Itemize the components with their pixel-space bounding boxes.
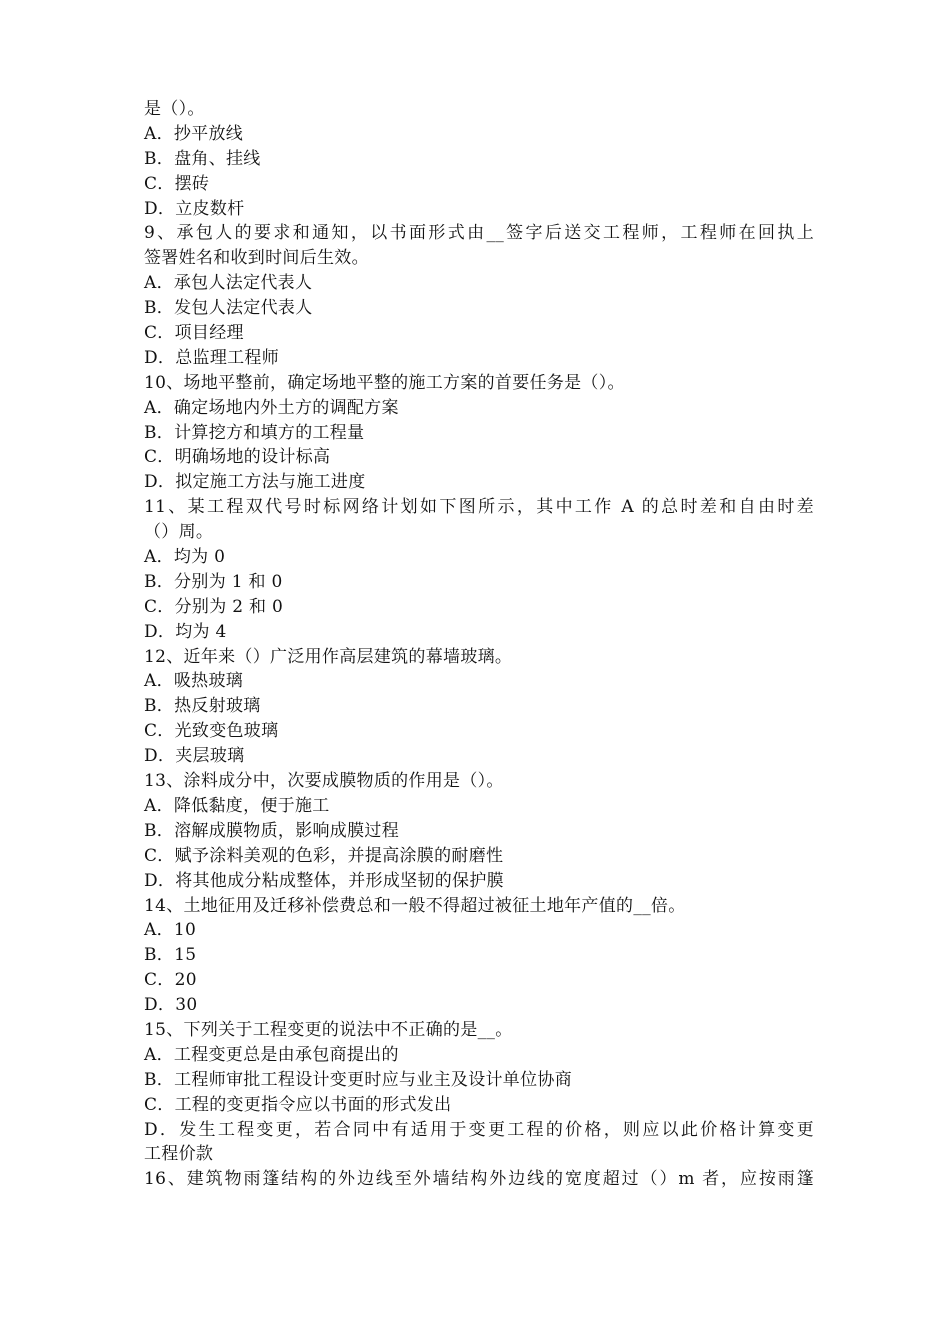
option-line: C．摆砖 [144,173,210,194]
document-page [144,97,814,1192]
option-line: D．均为 4 [144,621,227,642]
option-line: D．总监理工程师 [144,347,280,368]
option-line: A．10 [144,920,197,941]
option-line: D．发生工程变更，若合同中有适用于变更工程的价格，则应以此价格计算变更 [144,1119,814,1140]
option-line: C．赋予涂料美观的色彩，并提高涂膜的耐磨性 [144,845,504,866]
question-line: 12、近年来（）广泛用作高层建筑的幕墙玻璃。 [144,646,513,667]
question-line: 13、涂料成分中，次要成膜物质的作用是（）。 [144,771,504,792]
option-line: C．分别为 2 和 0 [144,596,284,617]
option-line: B．分别为 1 和 0 [144,571,283,592]
option-line: D．夹层玻璃 [144,746,245,767]
option-line: B．溶解成膜物质，影响成膜过程 [144,820,399,841]
question-line: 签署姓名和收到时间后生效。 [144,248,369,269]
option-line: B．发包人法定代表人 [144,298,313,319]
option-line: B．工程师审批工程设计变更时应与业主及设计单位协商 [144,1069,572,1090]
option-line: A．降低黏度，便于施工 [144,795,330,816]
option-line: 工程价款 [144,1144,214,1165]
option-line: C．项目经理 [144,323,244,344]
question-line: 16、建筑物雨篷结构的外边线至外墙结构外边线的宽度超过（）m 者，应按雨篷 [144,1169,814,1190]
text-line: 是（）。 [144,99,205,119]
option-line: C．工程的变更指令应以书面的形式发出 [144,1094,452,1115]
option-line: D．拟定施工方法与施工进度 [144,472,366,493]
option-line: D．将其他成分粘成整体，并形成坚韧的保护膜 [144,870,504,891]
question-line: 10、场地平整前，确定场地平整的施工方案的首要任务是（）。 [144,372,625,393]
option-line: A．确定场地内外土方的调配方案 [144,397,399,418]
option-line: A．工程变更总是由承包商提出的 [144,1044,399,1065]
option-line: C．光致变色玻璃 [144,721,279,742]
option-line: D．立皮数杆 [144,198,245,219]
option-line: B．计算挖方和填方的工程量 [144,422,365,443]
option-line: B．15 [144,945,197,966]
question-line: 15、下列关于工程变更的说法中不正确的是__。 [144,1019,513,1040]
option-line: A．抄平放线 [144,123,244,144]
question-line: 9、承包人的要求和通知，以书面形式由__签字后送交工程师，工程师在回执上 [144,223,814,244]
option-line: A．均为 0 [144,547,226,568]
option-line: A．承包人法定代表人 [144,273,313,294]
option-line: B．热反射玻璃 [144,696,261,717]
option-line: C．20 [144,970,197,991]
option-line: C．明确场地的设计标高 [144,447,331,468]
option-line: D．30 [144,995,198,1016]
option-line: B．盘角、挂线 [144,148,261,169]
question-line: （）周。 [144,522,214,543]
option-line: A．吸热玻璃 [144,671,244,692]
question-line: 11、某工程双代号时标网络计划如下图所示，其中工作 A 的总时差和自由时差 [144,497,814,518]
question-line: 14、土地征用及迁移补偿费总和一般不得超过被征土地年产值的__倍。 [144,895,686,916]
